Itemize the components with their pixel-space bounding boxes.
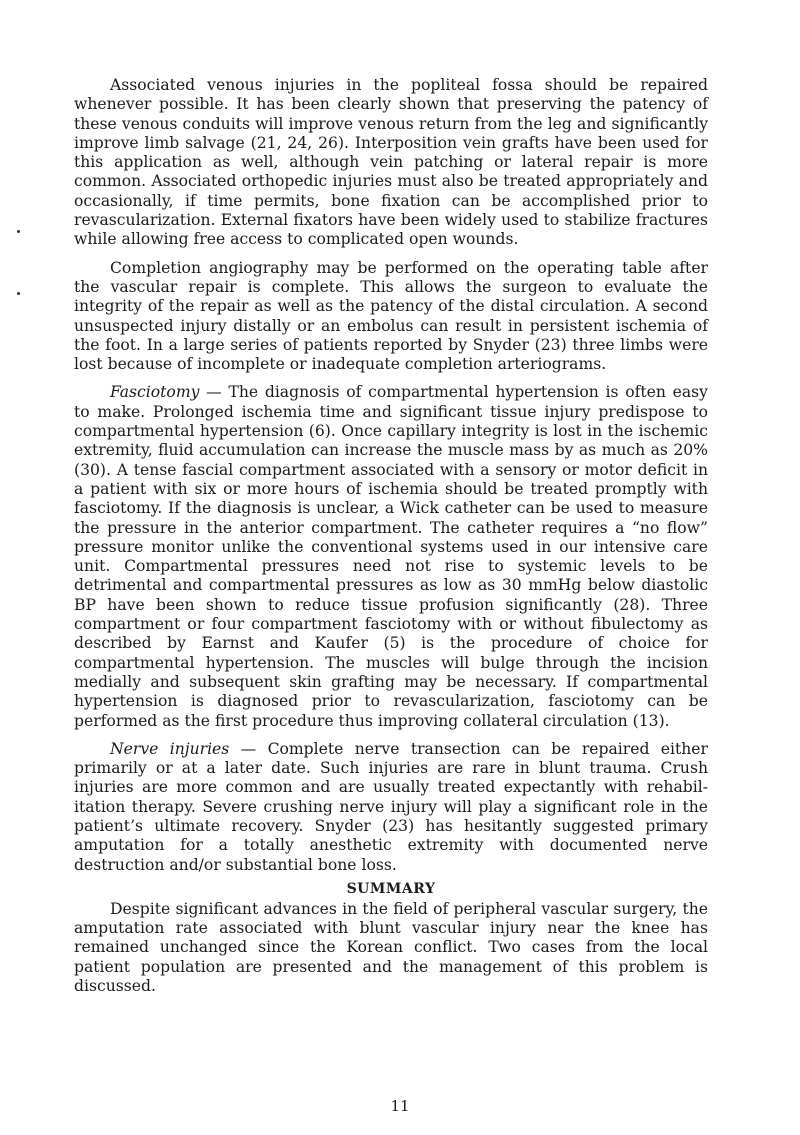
margin-speck — [17, 292, 20, 295]
paragraph-text: Despite significant advances in the field of peripheral vascular surgery, the amputation rate associated with blunt vascular injury near the knee has remained unchanged since the Korean conflict. Two cases from the local patient population are presented and the management of this problem is discussed. — [74, 899, 708, 996]
page-number: 11 — [390, 1097, 410, 1115]
paragraph-lead: Nerve injuries — [110, 739, 230, 758]
paragraph-nerve-injuries — [74, 740, 708, 875]
paragraph-completion-angiography — [74, 259, 708, 375]
summary-paragraph — [74, 900, 708, 996]
summary-heading: SUMMARY — [346, 880, 436, 897]
margin-speck — [17, 230, 20, 233]
paragraph-lead: Fasciotomy — [110, 383, 200, 402]
paragraph-text: — The diagnosis of compartmental hypertension is often easy to make. Prolonged ischemia time and significant tissue injury predispose to compartmental hypertension (6). Once capillary integrity is lost in the ischemic extremity, fluid accumulation can increase the muscle mass by as much as 20% (30). A tense fascial compartment associated with a sensory or motor deficit in a patient with six or more hours of ischemia should be treated promptly with fasciotomy. If the diagnosis is unclear, a Wick catheter can be used to measure the pressure in the anterior compartment. The catheter requires a “no flow” pressure monitor unlike the conventional systems used in our intensive care unit. Compartmental pressures need not rise to systemic levels to be detrimental and compartmental pressures as low as 30 mmHg below diastolic BP have been shown to reduce tissue profusion significantly (28). Three compartment or four compartment fasciotomy with or without fibulectomy as described by Earnst and Kaufer (5) is the procedure of choice for compartmental hypertension. The muscles will bulge through the incision medially and subsequent skin grafting may be necessary. If compartmental hypertension is diagnosed prior to revascularization, fasciotomy can be performed as the first procedure thus improving collateral circulation (13). — [74, 383, 708, 730]
paragraph-text: Associated venous injuries in the popliteal fossa should be repaired whenever possible. It has been clearly shown that preserving the patency of these venous conduits will improve venous return from the leg and significantly improve limb salvage (21, 24, 26). Interposition vein grafts have been used for this application as well, although vein patching or lateral repair is more common. Associated orthopedic injuries must also be treated appropriately and occasionally, if time permits, bone fixation can be accomplished prior to revascularization. External fixators have been widely used to stabilize fractures while allowing free access to complicated open wounds. — [74, 76, 708, 249]
paragraph-fasciotomy — [74, 383, 708, 730]
paragraph-text: Completion angiography may be performed on the operating table after the vascular repair is complete. This allows the surgeon to evaluate the integrity of the repair as well as the patency of the distal circulation. A second unsuspected injury distally or an embolus can result in persistent ischemia of the foot. In a large series of patients reported by Snyder (23) three limbs were lost because of incomplete or inadequate completion arteriograms. — [74, 258, 708, 374]
paragraph-venous-injuries — [74, 76, 708, 250]
paragraph-text: — Complete nerve transection can be repaired either primarily or at a later date. Such injuries are rare in blunt trauma. Crush injuries are more common and are usually treated expectantly with rehabilitation therapy. Severe crushing nerve injury will play a significant role in the patient’s ultimate recovery. Snyder (23) has hesitantly suggested primary amputation for a totally anesthetic extremity with documented nerve destruction and/or substantial bone loss. — [74, 739, 708, 874]
